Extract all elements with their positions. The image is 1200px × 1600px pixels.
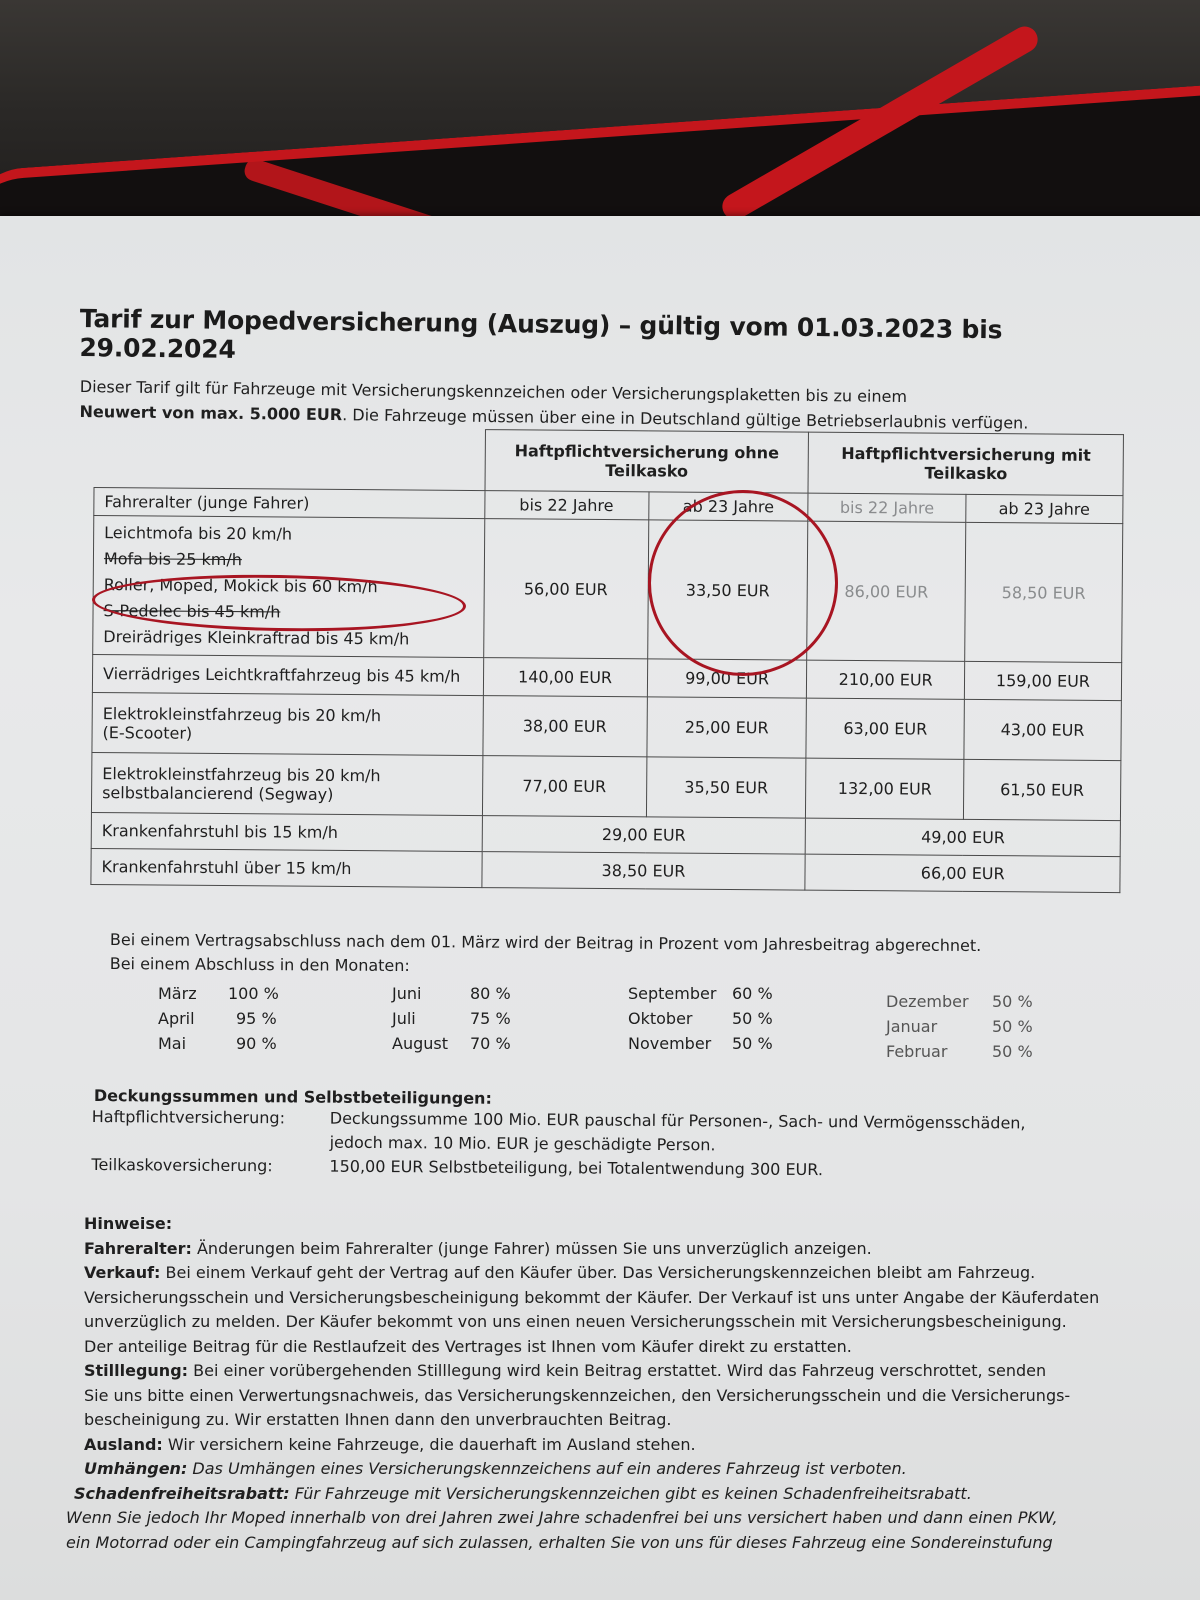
price-cell: 63,00 EUR — [806, 698, 964, 759]
vehicle-item: S-Pedelec bis 45 km/h — [103, 601, 281, 622]
month-row: Mai 90 % — [158, 1034, 277, 1053]
month-column — [392, 984, 511, 1059]
coverage-value: jedoch max. 10 Mio. EUR je geschädigte Person. — [329, 1132, 716, 1155]
month-column — [158, 984, 279, 1059]
vehicle-item-roller: Roller, Moped, Mokick bis 60 km/h — [103, 575, 378, 597]
vehicle-item: Dreirädriges Kleinkraftrad bis 45 km/h — [103, 627, 410, 649]
document-content — [79, 304, 1140, 884]
vehicle-label — [91, 752, 482, 815]
price-cell: 25,00 EUR — [647, 697, 807, 758]
month-row: Juli 75 % — [392, 1009, 511, 1028]
coverage-heading: Deckungssummen und Selbstbeteiligungen: — [93, 1086, 492, 1108]
month-row: August 70 % — [392, 1034, 511, 1053]
month-column — [628, 984, 773, 1059]
vehicle-label-line: selbstbalancierend (Segway) — [102, 782, 334, 804]
price-cell: 58,50 EUR — [965, 522, 1123, 662]
vehicle-item: Mofa bis 25 km/h — [103, 549, 242, 570]
month-row: April 95 % — [158, 1009, 277, 1028]
price-cell: 140,00 EUR — [483, 658, 647, 697]
notes-line2: Bei einem Abschluss in den Monaten: — [109, 953, 410, 976]
note-paragraph: Ausland: Wir versichern keine Fahrzeuge, die dauerhaft im Ausland stehen. — [84, 1434, 696, 1454]
group-header-mit-teilkasko: Haftpflichtversicherung mit Teilkasko — [808, 432, 1123, 495]
coverage-value: 150,00 EUR Selbstbeteiligung, bei Totalentwendung 300 EUR. — [329, 1156, 824, 1180]
month-row: Januar 50 % — [886, 1017, 1033, 1036]
coverage-label: Haftpflichtversicherung: — [91, 1107, 286, 1128]
note-paragraph: Schadenfreiheitsrabatt: Für Fahrzeuge mit Versicherungskennzeichen gibt es keinen Schadenfreiheitsrabatt. — [74, 1483, 972, 1503]
month-row: Juni 80 % — [392, 984, 511, 1003]
price-cell: 210,00 EUR — [807, 660, 965, 699]
price-cell: 132,00 EUR — [806, 758, 964, 819]
table-header-row — [94, 427, 1123, 496]
vehicle-label: Vierrädriges Leichtkraftfahrzeug bis 45 km/h — [92, 654, 483, 695]
table-row — [91, 752, 1120, 820]
vehicle-item: Leichtmofa bis 20 km/h — [104, 523, 293, 544]
price-cell: 61,50 EUR — [963, 759, 1121, 820]
group-header-ohne-teilkasko: Haftpflichtversicherung ohne Teilkasko — [485, 430, 809, 494]
price-cell: 86,00 EUR — [807, 521, 965, 661]
vehicle-label: Krankenfahrstuhl bis 15 km/h — [91, 812, 482, 851]
table-row — [91, 848, 1120, 892]
price-cell: 35,50 EUR — [646, 757, 806, 818]
price-cell: 99,00 EUR — [647, 659, 807, 698]
tariff-table — [90, 426, 1124, 893]
coverage-label: Teilkaskoversicherung: — [91, 1155, 273, 1176]
note-paragraph: Verkauf: Bei einem Verkauf geht der Vertrag auf den Käufer über. Das Versicherungskennzeichen bleibt am Fahrzeug. Versicherungsschein und Versicherungsbescheinigung bekommt der Käufer. Der Verkauf ist uns unter Angabe der Käuferdaten unverzüglich zu melden. Der Käufer bekommt von uns einen neuen Versicherungsschein mit Versicherungsbescheinigung. Der anteilige Beitrag für die Restlaufzeit des Vertrages ist Ihnen vom Käufer direkt zu erstatten. — [84, 1263, 1100, 1356]
note-paragraph: Umhängen: Das Umhängen eines Versicherungskennzeichens auf ein anderes Fahrzeug ist verboten. — [84, 1459, 907, 1478]
red-marker-circle — [648, 490, 838, 676]
price-cell: 159,00 EUR — [964, 661, 1121, 700]
intro-line2: . Die Fahrzeuge müssen über eine in Deutschland gültige Betriebserlaubnis verfügen. — [342, 405, 1029, 433]
col-ab23-tk: ab 23 Jahre — [966, 494, 1123, 523]
price-cell: 38,00 EUR — [482, 696, 647, 757]
vehicle-label: Krankenfahrstuhl über 15 km/h — [91, 848, 482, 887]
vehicle-label — [92, 692, 483, 755]
price-cell-highlighted: 33,50 EUR — [647, 520, 808, 660]
month-row: September 60 % — [628, 984, 773, 1003]
price-cell: 77,00 EUR — [482, 756, 647, 817]
coverage-value: Deckungssumme 100 Mio. EUR pauschal für Personen-, Sach- und Vermögensschäden, — [329, 1108, 1026, 1133]
vehicle-label-line: Elektrokleinstfahrzeug bis 20 km/h — [102, 763, 381, 785]
month-row: November 50 % — [628, 1034, 773, 1053]
vehicle-label-line: (E-Scooter) — [102, 722, 193, 743]
month-column — [886, 992, 1033, 1067]
col-ab23: ab 23 Jahre — [648, 492, 808, 521]
price-cell: 56,00 EUR — [483, 519, 648, 659]
table-blank-cell — [94, 427, 485, 491]
month-row: Oktober 50 % — [628, 1009, 773, 1028]
document-title: Tarif zur Mopedversicherung (Auszug) – gültig vom 01.03.2023 bis 29.02.2024 — [79, 304, 1003, 364]
table-row — [92, 692, 1121, 760]
intro-bold: Neuwert von max. 5.000 EUR — [79, 401, 343, 425]
price-cell: 38,50 EUR — [481, 852, 805, 891]
price-cell: 43,00 EUR — [964, 699, 1122, 760]
note-paragraph: Wenn Sie jedoch Ihr Moped innerhalb von drei Jahren zwei Jahre schadenfrei bei uns versichert haben und dann einen PKW, ein Motorrad oder ein Campingfahrzeug auf sich zulassen, erhalten Sie von uns für dieses Fahrzeug eine Sondereinstufung — [66, 1508, 1058, 1552]
intro-line1: Dieser Tarif gilt für Fahrzeuge mit Versicherungskennzeichen oder Versicherungsplaketten bis zu einem — [79, 376, 908, 407]
age-label: Fahreralter (junge Fahrer) — [94, 488, 485, 519]
price-cell: 49,00 EUR — [806, 818, 1121, 856]
coverage-section — [89, 1086, 1090, 1186]
pro-rata-notes — [110, 928, 1110, 983]
month-row: Februar 50 % — [886, 1042, 1033, 1061]
notes-heading: Hinweise: — [84, 1214, 173, 1233]
month-row: Dezember 50 % — [886, 992, 1033, 1011]
vehicle-label-line: Elektrokleinstfahrzeug bis 20 km/h — [102, 703, 382, 725]
col-bis22: bis 22 Jahre — [484, 491, 648, 520]
note-paragraph: Stilllegung: Bei einer vorübergehenden Stilllegung wird kein Beitrag erstattet. Wird das Fahrzeug verschrottet, senden Sie uns bitte einen Verwertungsnachweis, das Versicherungskennzeichen, den Versicherungsschein und die Versicherungs- bescheinigung zu. Wir erstatten Ihnen dann den unverbrauchten Beitrag. — [84, 1361, 1071, 1429]
price-cell: 66,00 EUR — [805, 854, 1120, 892]
col-bis22-tk: bis 22 Jahre — [808, 493, 966, 522]
note-paragraph: Fahreralter: Änderungen beim Fahreralter (junge Fahrer) müssen Sie uns unverzüglich anzeigen. — [84, 1238, 872, 1258]
notes-section — [66, 1212, 1124, 1555]
notes-line1: Bei einem Vertragsabschluss nach dem 01. März wird der Beitrag in Prozent vom Jahresbeitrag abgerechnet. — [109, 929, 982, 956]
price-cell: 29,00 EUR — [482, 816, 806, 855]
month-row: März 100 % — [158, 984, 279, 1003]
